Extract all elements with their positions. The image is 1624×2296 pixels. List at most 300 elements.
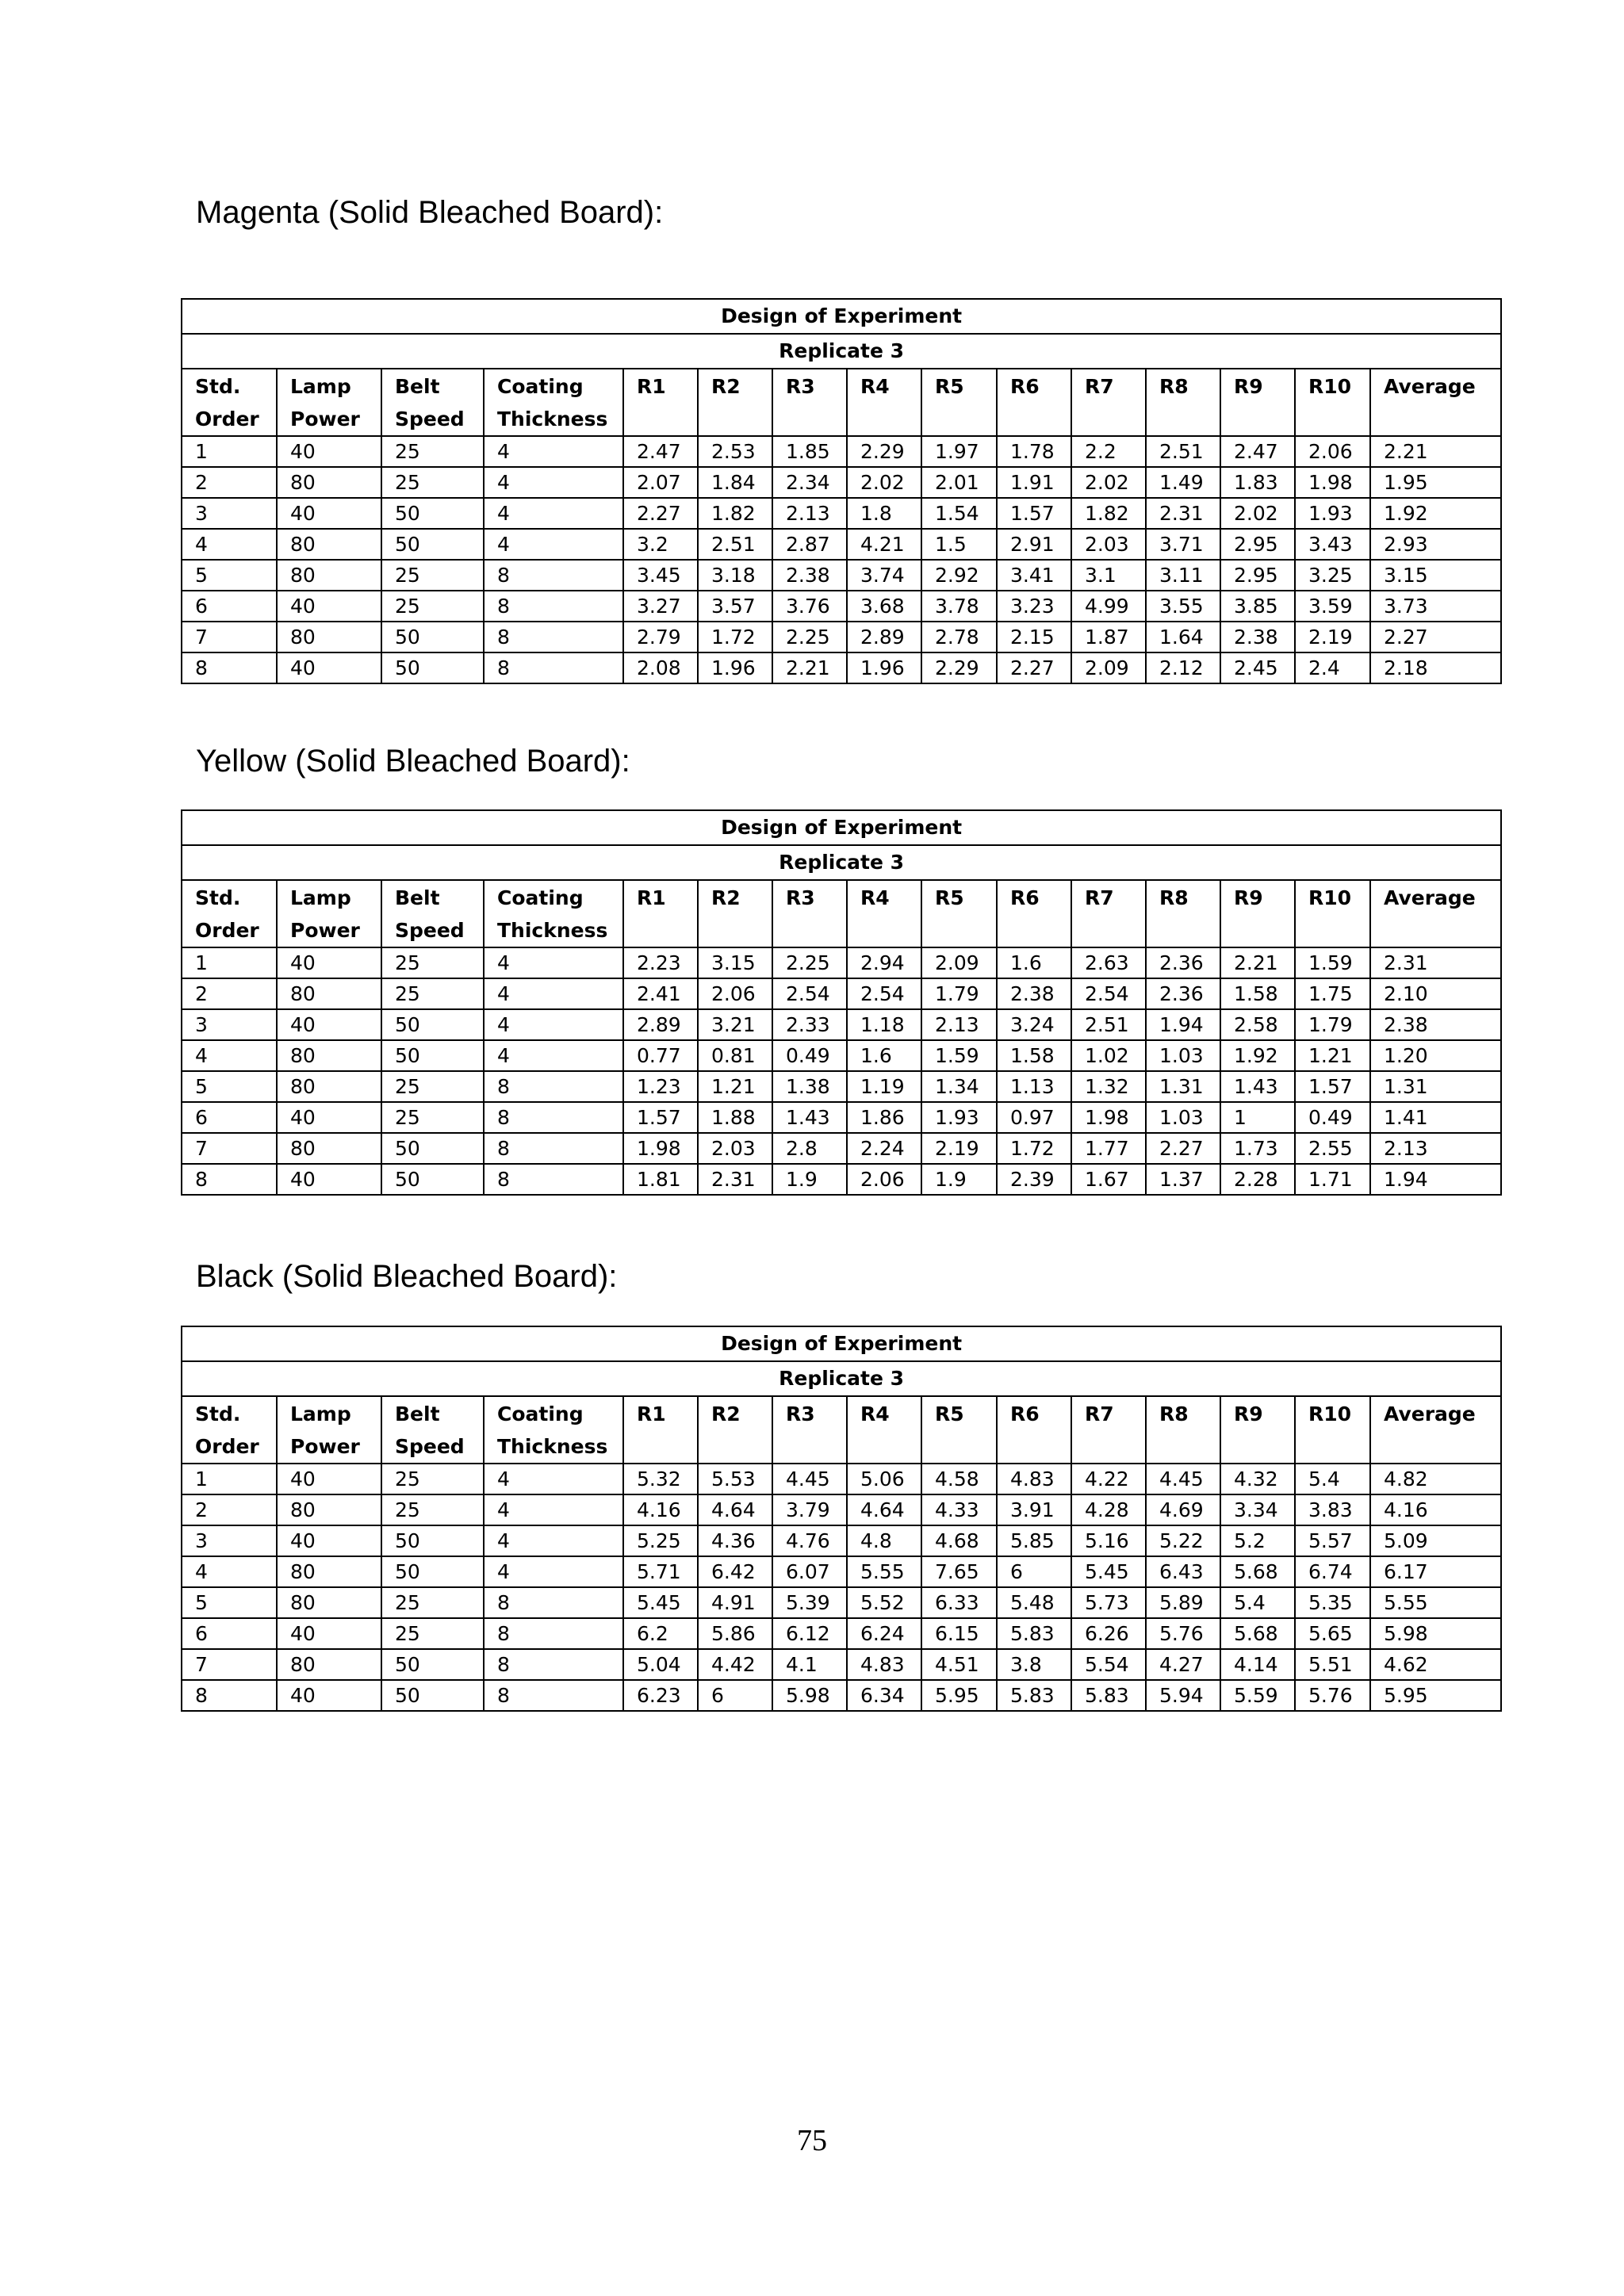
table-cell: 3.11 [1146,560,1220,591]
table-cell: 5.76 [1146,1618,1220,1649]
table-cell: 2.79 [623,622,698,652]
table-cell: 80 [277,1071,381,1102]
table-cell: 3 [182,1009,277,1040]
table-cell: 4.33 [921,1494,997,1525]
table-cell: 2.29 [847,436,921,467]
table-cell: 2.53 [698,436,772,467]
column-header: R5 [921,1396,997,1464]
table-cell: 80 [277,1587,381,1618]
table-cell: 2.09 [921,947,997,978]
table-cell: 1.64 [1146,622,1220,652]
table-cell: 8 [484,1680,623,1711]
table-cell: 5.76 [1295,1680,1370,1711]
table-cell: 0.77 [623,1040,698,1071]
table-cell: 1.78 [997,436,1071,467]
table-cell: 80 [277,978,381,1009]
table-cell: 1.96 [847,652,921,683]
table-cell: 4.64 [698,1494,772,1525]
table-cell: 1.59 [921,1040,997,1071]
table-cell: 1.98 [1071,1102,1146,1133]
table-title: Design of Experiment [182,299,1501,334]
table-cell: 40 [277,591,381,622]
table-cell: 4.83 [997,1464,1071,1494]
table-cell: 5.16 [1071,1525,1146,1556]
table-row [182,436,1501,467]
table-cell: 4 [484,436,623,467]
column-header: R8 [1146,1396,1220,1464]
table-cell: 80 [277,1556,381,1587]
table-cell: 1.6 [847,1040,921,1071]
table-cell: 4.45 [772,1464,847,1494]
table-cell: 2 [182,978,277,1009]
table-cell: 1.19 [847,1071,921,1102]
table-cell: 2.31 [698,1164,772,1195]
table-row [182,978,1501,1009]
table-cell: 40 [277,1618,381,1649]
table-cell: 3.85 [1220,591,1295,622]
column-header: R10 [1295,880,1370,947]
table-cell: 1.20 [1370,1040,1501,1071]
table-cell: 3.55 [1146,591,1220,622]
table-cell: 5.86 [698,1618,772,1649]
table-cell: 6 [698,1680,772,1711]
table-cell: 1.9 [772,1164,847,1195]
table-row [182,1071,1501,1102]
table-row [182,1556,1501,1587]
table-cell: 2.13 [772,498,847,529]
table-cell: 2.93 [1370,529,1501,560]
table-cell: 3.76 [772,591,847,622]
table-cell: 1.41 [1370,1102,1501,1133]
table-cell: 2.25 [772,947,847,978]
table-cell: 80 [277,1649,381,1680]
table-cell: 3.78 [921,591,997,622]
table-cell: 25 [381,1102,484,1133]
table-cell: 3.15 [1370,560,1501,591]
table-cell: 2.01 [921,467,997,498]
table-cell: 1.32 [1071,1071,1146,1102]
table-cell: 1.54 [921,498,997,529]
table-cell: 1.72 [997,1133,1071,1164]
table-cell: 2.38 [997,978,1071,1009]
table-cell: 2.38 [1370,1009,1501,1040]
table-cell: 2.87 [772,529,847,560]
column-header: Belt Speed [381,880,484,947]
table-cell: 1.21 [1295,1040,1370,1071]
table-cell: 5.95 [1370,1680,1501,1711]
table-cell: 2.47 [623,436,698,467]
table-cell: 4 [182,1040,277,1071]
table-cell: 2.36 [1146,978,1220,1009]
table-title: Design of Experiment [182,810,1501,845]
table-cell: 1.88 [698,1102,772,1133]
table-cell: 1.37 [1146,1164,1220,1195]
table-row [182,1494,1501,1525]
table-cell: 1.71 [1295,1164,1370,1195]
header-row [182,369,1501,436]
table-cell: 8 [182,1164,277,1195]
table-cell: 5.57 [1295,1525,1370,1556]
table-cell: 2.13 [1370,1133,1501,1164]
table-cell: 5.95 [921,1680,997,1711]
column-header: R9 [1220,369,1295,436]
column-header: R10 [1295,1396,1370,1464]
table-cell: 1.57 [997,498,1071,529]
table-cell: 4.91 [698,1587,772,1618]
table-cell: 2.19 [1295,622,1370,652]
table-cell: 4 [484,978,623,1009]
table-cell: 6 [182,591,277,622]
table-cell: 50 [381,1009,484,1040]
table-cell: 1.03 [1146,1102,1220,1133]
table-cell: 40 [277,436,381,467]
table-row [182,947,1501,978]
table-cell: 3.91 [997,1494,1071,1525]
column-header: Std. Order [182,1396,277,1464]
table-cell: 7 [182,1133,277,1164]
table-cell: 3.15 [698,947,772,978]
table-cell: 2.92 [921,560,997,591]
table-cell: 50 [381,1164,484,1195]
table-cell: 1.73 [1220,1133,1295,1164]
table-cell: 1.91 [997,467,1071,498]
table-cell: 1 [182,947,277,978]
table-title: Design of Experiment [182,1326,1501,1361]
table-cell: 2.08 [623,652,698,683]
table-cell: 4 [182,1556,277,1587]
table-cell: 2.34 [772,467,847,498]
table-cell: 3.45 [623,560,698,591]
table-cell: 2.47 [1220,436,1295,467]
table-cell: 5.2 [1220,1525,1295,1556]
table-cell: 1.57 [1295,1071,1370,1102]
table-cell: 2 [182,467,277,498]
table-cell: 1.86 [847,1102,921,1133]
table-cell: 5.53 [698,1464,772,1494]
table-cell: 4 [484,1040,623,1071]
column-header: R6 [997,369,1071,436]
table-cell: 25 [381,1494,484,1525]
table-cell: 6.43 [1146,1556,1220,1587]
table-cell: 5.54 [1071,1649,1146,1680]
table-cell: 2.18 [1370,652,1501,683]
table-cell: 5.83 [997,1680,1071,1711]
table-cell: 6.2 [623,1618,698,1649]
table-cell: 5.68 [1220,1556,1295,1587]
table-cell: 25 [381,1618,484,1649]
table-cell: 1.93 [921,1102,997,1133]
table-cell: 25 [381,467,484,498]
table-cell: 40 [277,1525,381,1556]
table-cell: 80 [277,1133,381,1164]
table-cell: 3.27 [623,591,698,622]
table-cell: 5.71 [623,1556,698,1587]
table-cell: 1.8 [847,498,921,529]
column-header: Belt Speed [381,1396,484,1464]
column-header: R2 [698,1396,772,1464]
table-row [182,652,1501,683]
table-cell: 6.26 [1071,1618,1146,1649]
column-header: R6 [997,1396,1071,1464]
table-cell: 1.84 [698,467,772,498]
table-cell: 3.25 [1295,560,1370,591]
table-cell: 4.28 [1071,1494,1146,1525]
section-heading: Magenta (Solid Bleached Board): [196,195,664,230]
table-cell: 6.15 [921,1618,997,1649]
table-cell: 50 [381,1525,484,1556]
table-row [182,1618,1501,1649]
table-cell: 4 [484,1464,623,1494]
table-cell: 2.02 [1220,498,1295,529]
column-header: R5 [921,880,997,947]
doe-table [181,1326,1502,1712]
table-cell: 2.13 [921,1009,997,1040]
table-cell: 50 [381,1133,484,1164]
table-cell: 5.73 [1071,1587,1146,1618]
table-cell: 5.39 [772,1587,847,1618]
table-cell: 5.09 [1370,1525,1501,1556]
table-cell: 2.21 [772,652,847,683]
table-cell: 1.58 [1220,978,1295,1009]
table-cell: 1.34 [921,1071,997,1102]
table-cell: 2.28 [1220,1164,1295,1195]
table-row [182,622,1501,652]
column-header: R5 [921,369,997,436]
table-cell: 6 [182,1102,277,1133]
table-cell: 1.58 [997,1040,1071,1071]
table-cell: 1.23 [623,1071,698,1102]
table-cell: 5.32 [623,1464,698,1494]
table-cell: 1.9 [921,1164,997,1195]
table-cell: 80 [277,560,381,591]
table-cell: 4 [484,467,623,498]
table-cell: 4.64 [847,1494,921,1525]
table-cell: 2.4 [1295,652,1370,683]
table-cell: 8 [182,1680,277,1711]
table-cell: 4.58 [921,1464,997,1494]
column-header: Lamp Power [277,880,381,947]
table-cell: 50 [381,529,484,560]
table-cell: 3.79 [772,1494,847,1525]
table-cell: 5.04 [623,1649,698,1680]
table-cell: 2.31 [1146,498,1220,529]
table-cell: 2.15 [997,622,1071,652]
table-cell: 5.52 [847,1587,921,1618]
table-cell: 4.27 [1146,1649,1220,1680]
table-cell: 4.8 [847,1525,921,1556]
table-cell: 4.16 [1370,1494,1501,1525]
table-cell: 3.1 [1071,560,1146,591]
table-cell: 80 [277,622,381,652]
table-cell: 2.09 [1071,652,1146,683]
table-cell: 2.51 [698,529,772,560]
table-cell: 50 [381,652,484,683]
table-cell: 1.31 [1370,1071,1501,1102]
table-cell: 6.07 [772,1556,847,1587]
table-cell: 3.23 [997,591,1071,622]
table-row [182,1040,1501,1071]
table-cell: 1.59 [1295,947,1370,978]
table-cell: 2.78 [921,622,997,652]
table-cell: 1.18 [847,1009,921,1040]
table-cell: 5.83 [1071,1680,1146,1711]
table-cell: 2.54 [1071,978,1146,1009]
table-cell: 2.41 [623,978,698,1009]
table-cell: 7 [182,622,277,652]
header-row [182,1396,1501,1464]
table-cell: 5.4 [1295,1464,1370,1494]
table-cell: 1.81 [623,1164,698,1195]
table-row [182,1587,1501,1618]
table-cell: 3.24 [997,1009,1071,1040]
table-cell: 4.51 [921,1649,997,1680]
table-cell: 6.17 [1370,1556,1501,1587]
table-cell: 1.67 [1071,1164,1146,1195]
table-cell: 3 [182,498,277,529]
table-cell: 1.5 [921,529,997,560]
table-cell: 3.71 [1146,529,1220,560]
table-cell: 1.98 [1295,467,1370,498]
table-cell: 1.96 [698,652,772,683]
table-cell: 3.18 [698,560,772,591]
table-cell: 6.24 [847,1618,921,1649]
table-cell: 2.23 [623,947,698,978]
column-header: Std. Order [182,880,277,947]
table-cell: 2.03 [1071,529,1146,560]
table-cell: 1.82 [698,498,772,529]
table-cell: 8 [484,1587,623,1618]
table-cell: 2.27 [997,652,1071,683]
column-header: Std. Order [182,369,277,436]
column-header: Belt Speed [381,369,484,436]
table-row [182,467,1501,498]
table-cell: 50 [381,498,484,529]
table-row [182,1525,1501,1556]
table-cell: 1.87 [1071,622,1146,652]
table-cell: 0.49 [1295,1102,1370,1133]
table-cell: 4.42 [698,1649,772,1680]
table-cell: 2.31 [1370,947,1501,978]
table-cell: 8 [484,1071,623,1102]
section-heading: Yellow (Solid Bleached Board): [196,744,630,779]
column-header: R4 [847,1396,921,1464]
table-cell: 1 [182,1464,277,1494]
table-cell: 3 [182,1525,277,1556]
column-header: Lamp Power [277,1396,381,1464]
table-cell: 5 [182,1071,277,1102]
column-header: Coating Thickness [484,369,623,436]
table-cell: 50 [381,1556,484,1587]
table-cell: 2.10 [1370,978,1501,1009]
table-cell: 3.59 [1295,591,1370,622]
table-cell: 2.19 [921,1133,997,1164]
doe-table [181,298,1502,684]
table-cell: 50 [381,1040,484,1071]
table-cell: 4.1 [772,1649,847,1680]
table-cell: 40 [277,1680,381,1711]
column-header: Average [1370,369,1501,436]
table-cell: 2.91 [997,529,1071,560]
table-cell: 1.95 [1370,467,1501,498]
table-cell: 3.34 [1220,1494,1295,1525]
table-cell: 25 [381,947,484,978]
table-cell: 1.75 [1295,978,1370,1009]
table-cell: 2.33 [772,1009,847,1040]
table-cell: 5.89 [1146,1587,1220,1618]
table-cell: 2.29 [921,652,997,683]
table-cell: 5 [182,1587,277,1618]
column-header: Coating Thickness [484,880,623,947]
table-cell: 25 [381,1464,484,1494]
table-cell: 7.65 [921,1556,997,1587]
column-header: Lamp Power [277,369,381,436]
table-cell: 2.89 [623,1009,698,1040]
table-cell: 1.13 [997,1071,1071,1102]
table-cell: 5.68 [1220,1618,1295,1649]
table-cell: 4 [484,1494,623,1525]
table-row [182,1649,1501,1680]
column-header: R8 [1146,880,1220,947]
table-cell: 5.25 [623,1525,698,1556]
table-cell: 1.94 [1370,1164,1501,1195]
table-cell: 1 [1220,1102,1295,1133]
table-cell: 5 [182,560,277,591]
table-cell: 0.49 [772,1040,847,1071]
column-header: R7 [1071,1396,1146,1464]
table-cell: 6.33 [921,1587,997,1618]
table-cell: 2.03 [698,1133,772,1164]
table-cell: 2.55 [1295,1133,1370,1164]
table-cell: 2.89 [847,622,921,652]
table-cell: 5.55 [1370,1587,1501,1618]
column-header: R4 [847,369,921,436]
header-row [182,880,1501,947]
table-cell: 4 [484,529,623,560]
table-cell: 4.36 [698,1525,772,1556]
table-cell: 3.41 [997,560,1071,591]
table-cell: 4 [484,1009,623,1040]
table-cell: 40 [277,1164,381,1195]
table-cell: 1.97 [921,436,997,467]
table-cell: 2.54 [772,978,847,1009]
table-cell: 1.83 [1220,467,1295,498]
table-cell: 5.83 [997,1618,1071,1649]
table-cell: 25 [381,560,484,591]
table-cell: 1.57 [623,1102,698,1133]
table-cell: 5.48 [997,1587,1071,1618]
table-cell: 1.92 [1220,1040,1295,1071]
table-row [182,1133,1501,1164]
table-cell: 8 [484,591,623,622]
table-cell: 2.06 [1295,436,1370,467]
table-cell: 40 [277,1464,381,1494]
table-row [182,1680,1501,1711]
table-cell: 5.85 [997,1525,1071,1556]
table-row [182,1164,1501,1195]
table-cell: 1.49 [1146,467,1220,498]
table-subtitle: Replicate 3 [182,1361,1501,1396]
table-cell: 5.45 [1071,1556,1146,1587]
table-cell: 25 [381,1587,484,1618]
table-cell: 0.81 [698,1040,772,1071]
table-cell: 2.27 [1146,1133,1220,1164]
table-row [182,1009,1501,1040]
table-cell: 1.03 [1146,1040,1220,1071]
table-cell: 4.83 [847,1649,921,1680]
table-cell: 2.06 [698,978,772,1009]
column-header: R1 [623,1396,698,1464]
table-cell: 7 [182,1649,277,1680]
